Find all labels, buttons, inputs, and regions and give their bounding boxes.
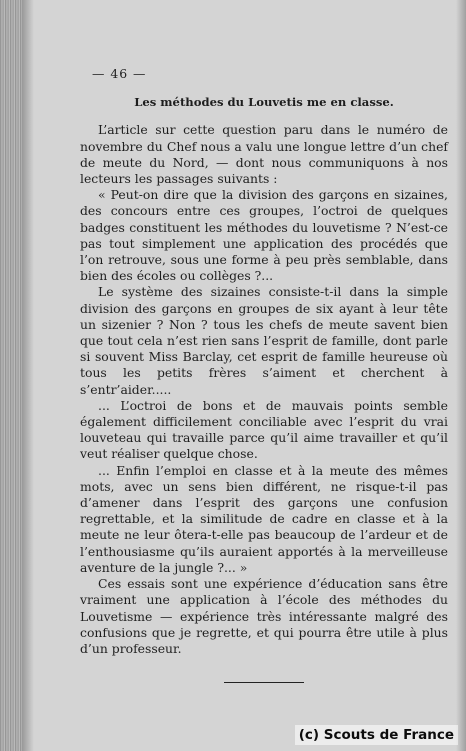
paragraph-1: L’article sur cette question paru dans le numéro de novembre du Chef nous a valu une longue lettre d’un chef de meute du Nord, — dont nous communiquons à nos lecteurs les passages suivants : (80, 122, 448, 187)
page-edge (456, 0, 466, 751)
paragraph-5: ... Enfin l’emploi en classe et à la meute des mêmes mots, avec un sens bien différent, ne risque-t-il pas d’amener dans l’esprit des garçons une confusion regrettable, et la similitude de cadre en classe et à la meute ne leur ôtera-t-elle pas beaucoup de l’ardeur et de l’enthousiasme qu’ils auraient apportés à la merveilleuse aventure de la jungle ?... » (80, 462, 448, 575)
paragraph-6: Ces essais sont une expérience d’éducation sans être vraiment une application à l’école des méthodes du Louvetisme — expérience très intéressante malgré des confusions que je regrette, et qui pourra être utile à plus d’un professeur. (80, 576, 448, 656)
page-number: — 46 — (92, 66, 147, 81)
copyright-watermark: (c) Scouts de France (295, 725, 458, 745)
book-binding (0, 0, 22, 751)
page-content (80, 66, 448, 683)
paragraph-2: « Peut-on dire que la division des garçons en sizaines, des concours entre ces groupes, l’octroi de quelques badges constituent les méthodes du louvetisme ? N’est-ce pas tout simplement une application des procédés que l’on retrouve, sous une forme à peu près semblable, dans bien des écoles ou collèges ?... (80, 187, 448, 284)
article-title: Les méthodes du Louvetis me en classe. (134, 95, 394, 110)
gutter-shadow (22, 0, 34, 751)
paragraph-4: ... L’octroi de bons et de mauvais points semble également difficilement conciliable avec l’esprit du vrai louveteau qui travaille parce qu’il aime travailler et qu’il veut réaliser quelque chose. (80, 397, 448, 462)
closing-rule (224, 682, 304, 683)
paragraph-3: Le système des sizaines consiste-t-il dans la simple division des garçons en groupes de six ayant à leur tête un sizenier ? Non ? tous les chefs de meute savent bien que tout cela n’est rien sans l’esprit de famille, dont parle si souvent Miss Barclay, cet esprit de famille heureuse où tous les petits frères s’aiment et cherchent à s’entr’aider..... (80, 284, 448, 397)
